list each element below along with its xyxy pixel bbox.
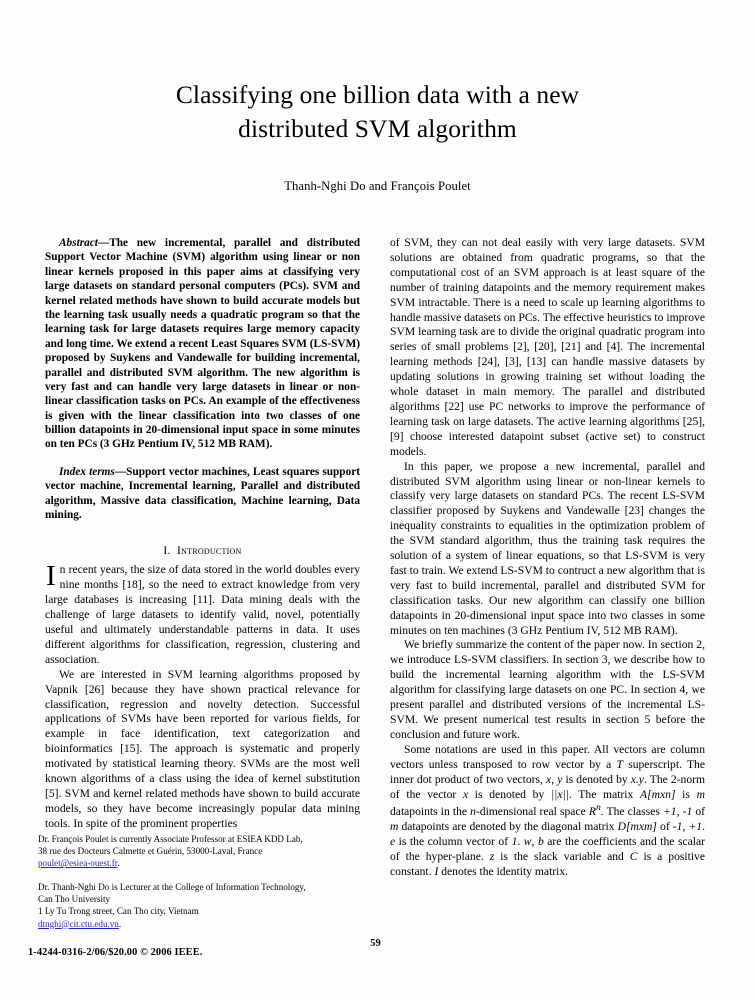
abstract-text: The new incremental, parallel and distributed Support Vector Machine (SVM) algorithm using linear or non linear kernels proposed in this paper aims at classifying very large datasets on standard personal computers (PCs). SVM and kernel related methods have shown to build accurate models but the learning task usually needs a quadratic program so that the learning task for large datasets requires large memory capacity and long time. We extend a recent Least Squares SVM (LS-SVM) proposed by Suykens and Vandewalle for building incremental, parallel and distributed SVM algorithm. The new algorithm is very fast and can handle very large datasets in linear or non-linear classification tasks on PCs. An example of the effectiveness is given with the linear classification into two classes of one billion datapoints in 20-dimensional input space in some minutes on ten PCs (3 GHz Pentium IV, 512 MB RAM).: [45, 237, 360, 451]
math-T: T: [616, 757, 623, 771]
nt-13: of: [692, 805, 705, 819]
nt-17: .: [702, 820, 705, 834]
nt-14: datapoints are denoted by the diagonal matrix: [398, 820, 618, 834]
intro-paragraph-1: [45, 560, 360, 667]
nt-18: is the column vector of: [395, 835, 512, 849]
email-link-poulet[interactable]: poulet@esiea-ouest.fr: [38, 858, 118, 869]
right-paragraph-3: We briefly summarize the content of the paper now. In section 2, we introduce LS-SVM classifiers. In section 3, we describe how to build the incremental learning algorithm with the LS-SVM algorithm for classifying large datasets on one PC. In section 4, we present parallel and distributed versions of the incremental LS-SVM. We present numerical test results in section 5 before the conclusion and future work.: [390, 638, 705, 741]
affiliation-do-email-line: [38, 918, 363, 930]
math-xy: x.y: [630, 772, 644, 786]
math-y: y: [557, 772, 563, 786]
page-title: Classifying one billion data with a new distributed SVM algorithm: [175, 80, 580, 144]
author-affiliations: [38, 833, 363, 930]
nt-24: denotes the identity matrix.: [438, 864, 569, 878]
page-number-value: 59: [370, 938, 381, 949]
intro-paragraph-1-text: n recent years, the size of data stored in the world doubles every nine months [18], so the need to extract knowledge from very large databases is increasing [11]. Data mining deals with the challenge of large datasets to identify valid, novel, potentially useful and ultimately understandable patterns in data. It uses different algorithms for classification, regression, clustering and association.: [45, 563, 360, 666]
nt-2: superscript. The inner dot product of two vectors,: [390, 757, 705, 786]
math-R-space: [588, 802, 601, 819]
math-I: I: [434, 864, 439, 878]
math-m: m: [696, 787, 706, 801]
math-minus-one: -1: [682, 805, 693, 819]
right-paragraph-2: In this paper, we propose a new incremental, parallel and distributed SVM algorithm using linear or non-linear kernels to classify very large datasets on standard PCs. The recent LS-SVM classifier proposed by Suykens and Vandewalle [23] changes the inequality constraints to equalities in the optimization problem of the SVM standard algorithm, thus the training task requires the solution of a system of linear equations, so that LS-SVM is very fast to train. We extend LS-SVM to contruct a new algorithm that is very fast to build incremental, parallel and distributed SVM for classification tasks. Our new algorithm can classify one billion datapoints in 20-dimensional input space into two classes in some minutes on ten machines (3 GHz Pentium IV, 512 MB RAM).: [390, 459, 705, 637]
left-column: [45, 236, 360, 832]
affiliation-poulet-email-tail: .: [117, 858, 120, 869]
nt-3: ,: [551, 772, 558, 786]
nt-7: . The matrix: [568, 787, 641, 801]
email-link-do[interactable]: dtnghi@cit.ctu.edu.vn: [38, 918, 119, 929]
math-plus-one: +1: [662, 805, 677, 819]
affiliation-do-line1: Dr. Thanh-Nghi Do is Lecturer at the College of Information Technology,: [38, 882, 306, 893]
nt-16: ,: [682, 820, 689, 834]
math-one: 1: [511, 835, 518, 849]
affiliation-poulet: [38, 833, 363, 869]
affiliation-do-email-tail: .: [118, 918, 122, 929]
math-n: n: [470, 805, 476, 819]
intro-paragraph-2: We are interested in SVM learning algorithms proposed by Vapnik [26] because they have shown practical relevance for classification, regression and novelty detection. Successful applications of SVMs have been reported for various fields, for example in face identification, text categorization and bioinformatics [15]. The approach is systematic and properly motivated by statistical learning theory. SVMs are the most well known algorithms of a class using the idea of kernel substitution [5]. SVM and kernel related methods have shown to build accurate models, so they have become increasingly popular data mining tools. In spite of the prominent properties: [45, 667, 360, 830]
nt-9: datapoints in the: [390, 805, 471, 819]
index-terms-text: Support vector machines, Least squares support vector machine, Incremental learning, Parallel and distributed algorithm, Massive data classification, Machine learning, Data mining.: [45, 465, 361, 522]
math-x: x: [546, 772, 552, 786]
index-terms-dash: —: [114, 465, 127, 478]
nt-11: . The classes: [600, 805, 663, 819]
index-terms-paragraph: [45, 465, 360, 523]
nt-15: of: [656, 820, 673, 834]
right-paragraph-notations: [390, 743, 705, 880]
math-matrix-A: A[mxn]: [640, 787, 676, 801]
title-block: [0, 0, 755, 194]
section-heading-introduction: [45, 544, 360, 557]
math-w: w: [523, 835, 532, 849]
nt-20: ,: [531, 835, 538, 849]
math-z: z: [489, 850, 495, 864]
affiliation-poulet-line1: Dr. François Poulet is currently Associate Professor at ESIEA KDD Lab,: [38, 834, 303, 844]
nt-10: -dimensional real space: [475, 805, 589, 819]
section-title: Introduction: [176, 544, 242, 558]
nt-6: is denoted by: [468, 787, 551, 801]
author-byline: Thanh-Nghi Do and François Poulet: [284, 179, 471, 194]
math-minus-one-2: -1: [672, 820, 683, 834]
nt-21: are the coefficients and the scalar of the hyper-plane.: [390, 835, 705, 864]
nt-8: is: [675, 787, 697, 801]
drop-cap: I: [46, 560, 56, 593]
affiliation-poulet-line2: 38 rue des Docteurs Calmette et Guérin, 53000-Laval, France: [38, 846, 263, 857]
copyright-isbn-line: 1-4244-0316-2/06/$20.00 © 2006 IEEE.: [28, 947, 203, 958]
abstract-label: Abstract: [59, 237, 98, 249]
math-norm-x: ||x||: [551, 787, 569, 801]
math-R-exponent: n: [595, 802, 601, 814]
right-paragraph-1: of SVM, they can not deal easily with very large datasets. SVM solutions are obtained from quadratic programs, so that the computational cost of an SVM approach is at least square of the number of training datapoints and the memory requirement makes SVM intractable. There is a need to scale up learning algorithms to handle massive datasets on PCs. The effective heuristics to improve SVM learning task are to divide the original quadratic program into series of small problems [2], [20], [21] and [4]. The incremental learning methods [24], [3], [13] can handle massive datasets by updating solutions in growing training set without loading the whole dataset in main memory. The parallel and distributed algorithms [22] use PC networks to improve the performance of learning task on large datasets. The active learning algorithms [25], [9] choose interested datapoint subset (active set) to construct models.: [390, 236, 705, 458]
affiliation-poulet-email-line: [38, 857, 363, 869]
nt-19: .: [517, 835, 524, 849]
affiliation-do-line3: 1 Ly Tu Trong street, Can Tho city, Vietnam: [38, 906, 199, 917]
affiliation-do-line2: Can Tho University: [38, 894, 111, 905]
nt-23: is a positive constant.: [390, 850, 705, 878]
nt-22: is the slack variable and: [494, 850, 630, 864]
affiliation-do: [38, 881, 363, 929]
math-matrix-D: D[mxm]: [617, 820, 657, 834]
math-m2: m: [390, 820, 399, 834]
math-b: b: [537, 835, 544, 849]
math-x2: x: [462, 787, 469, 801]
abstract-paragraph: [45, 236, 360, 452]
abstract-dash: —: [97, 237, 110, 249]
nt-5: . The 2-norm of the vector: [390, 772, 705, 801]
index-terms-label: Index terms: [59, 465, 115, 478]
nt-12: ,: [676, 805, 683, 819]
nt-1: Some notations are used in this paper. All vectors are column vectors unless transposed to row vector by a: [390, 742, 705, 771]
right-column: [390, 236, 705, 880]
nt-4: is denoted by: [562, 772, 631, 786]
math-R: R: [588, 805, 596, 819]
math-C: C: [629, 850, 638, 864]
math-e: e: [390, 835, 396, 849]
math-plus-one-2: +1: [688, 820, 703, 834]
section-numeral: I.: [163, 544, 171, 558]
